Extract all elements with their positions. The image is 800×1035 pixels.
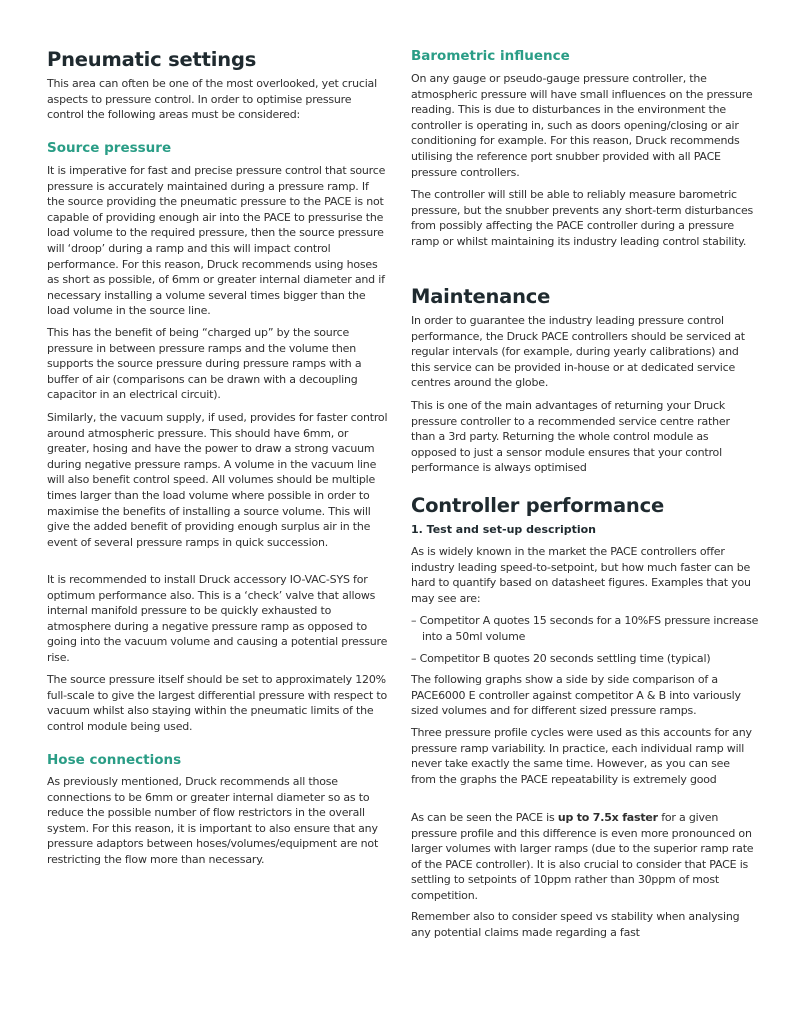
hose-connections-heading: Hose connections bbox=[47, 752, 182, 768]
competitor-b-list-item: – Competitor B quotes 20 seconds settling time (typical) bbox=[411, 652, 711, 665]
source-paragraph-1: It is imperative for fast and precise pressure control that source pressure is accurately maintained during a pressure ramp. If the source providing the pneumatic pressure to the PACE is not capable of providing enough air into the PACE to pressurise the load volume to the required pressure, then the source pressure will ‘droop’ during a ramp and this will impact control performance. For this reason, Druck recommends using hoses as short as possible, of 6mm or greater internal diameter and if necessary installing a volume several times bigger than the load volume in the source line. bbox=[47, 164, 386, 318]
competitor-a-list-item: – Competitor A quotes 15 seconds for a 10%FS pressure increase into a 50ml volume bbox=[411, 614, 759, 643]
pneumatic-intro-paragraph: This area can often be one of the most overlooked, yet crucial aspects to pressure control. In order to optimise pressure control the following areas must be considered: bbox=[47, 77, 377, 122]
performance-paragraph-3: Three pressure profile cycles were used as this accounts for any pressure ramp variability. In practice, each individual ramp will never take exactly the same time. However, as you can see from the graphs the PACE repeatability is extremely good bbox=[411, 726, 752, 786]
test-setup-subheading: 1. Test and set-up description bbox=[411, 523, 597, 536]
barometric-paragraph-1: On any gauge or pseudo-gauge pressure controller, the atmospheric pressure will have small influences on the pressure reading. This is due to disturbances in the environment the controller is operating in, such as doors opening/closing or air conditioning for example. For this reason, Druck recommends utilising the reference port snubber provided with all PACE pressure controllers. bbox=[411, 72, 753, 179]
performance-paragraph-4 bbox=[411, 810, 754, 904]
perf-p4-lead: As can be seen the PACE is bbox=[411, 811, 558, 824]
source-paragraph-4: It is recommended to install Druck accessory IO-VAC-SYS for optimum performance also. This is a ‘check’ valve that allows internal manifold pressure to be quickly exhausted to atmosphere during a negative pressure ramp as opposed to going into the vacuum volume and causing a potential pressure rise. bbox=[47, 573, 388, 664]
source-paragraph-5: The source pressure itself should be set to approximately 120% full-scale to give the largest differential pressure with respect to vacuum whilst also staying within the pneumatic limits of the control module being used. bbox=[47, 673, 387, 733]
controller-performance-title: Controller performance bbox=[411, 494, 664, 517]
perf-p4-rest: for a given pressure profile and this difference is even more pronounced on larger volumes with larger ramps (due to the superior ramp rate of the PACE controller). It is also crucial to consider that PACE is settling to setpoints of 10ppm rather than 30ppm of most competition. bbox=[411, 811, 754, 902]
performance-paragraph-1: As is widely known in the market the PACE controllers offer industry leading speed-to-setpoint, but how much faster can be hard to quantify based on datasheet figures. Examples that you may see are: bbox=[411, 545, 751, 605]
barometric-paragraph-2: The controller will still be able to reliably measure barometric pressure, but the snubber prevents any short-term disturbances from possibly affecting the PACE controller during a pressure ramp or whilst maintaining its industry leading control stability. bbox=[411, 188, 754, 248]
source-paragraph-3: Similarly, the vacuum supply, if used, provides for faster control around atmospheric pressure. This should have 6mm, or greater, hosing and have the power to draw a strong vacuum during negative pressure ramps. A volume in the vacuum line will also benefit control speed. All volumes should be multiple times larger than the load volume where possible in order to maximise the benefits of installing a source volume. This will give the added benefit of providing enough surplus air in the event of several pressure ramps in quick succession. bbox=[47, 411, 388, 549]
performance-paragraph-2: The following graphs show a side by side comparison of a PACE6000 E controller against competitor A & B into variously sized volumes and for different sized pressure ramps. bbox=[411, 673, 741, 718]
hose-paragraph-1: As previously mentioned, Druck recommends all those connections to be 6mm or greater internal diameter so as to reduce the possible number of flow restrictors in the overall system. For this reason, it is important to also ensure that any pressure adaptors between hoses/volumes/equipment are not restricting the flow more than necessary. bbox=[47, 775, 379, 866]
source-paragraph-2: This has the benefit of being “charged up” by the source pressure in between pressure ramps and the volume then supports the source pressure during pressure ramps with a buffer of air (comparisons can be drawn with a decoupling capacitor in an electrical circuit). bbox=[47, 326, 362, 402]
performance-paragraph-5: Remember also to consider speed vs stability when analysing any potential claims made regarding a fast bbox=[411, 910, 740, 939]
pneumatic-settings-title: Pneumatic settings bbox=[47, 48, 257, 71]
maintenance-title: Maintenance bbox=[411, 285, 551, 308]
maintenance-paragraph-1: In order to guarantee the industry leading pressure control performance, the Druck PACE controllers should be serviced at regular intervals (for example, during yearly calibrations) and this service can be provided in-house or at dedicated service centres around the globe. bbox=[411, 314, 745, 390]
barometric-influence-heading: Barometric influence bbox=[411, 48, 570, 64]
source-pressure-heading: Source pressure bbox=[47, 140, 172, 156]
speed-claim-highlight: up to 7.5x faster bbox=[557, 811, 658, 824]
maintenance-paragraph-2: This is one of the main advantages of returning your Druck pressure controller to a recommended service centre rather than a 3rd party. Returning the whole control module as opposed to just a sensor module ensures that your control performance is always optimised bbox=[411, 399, 730, 475]
